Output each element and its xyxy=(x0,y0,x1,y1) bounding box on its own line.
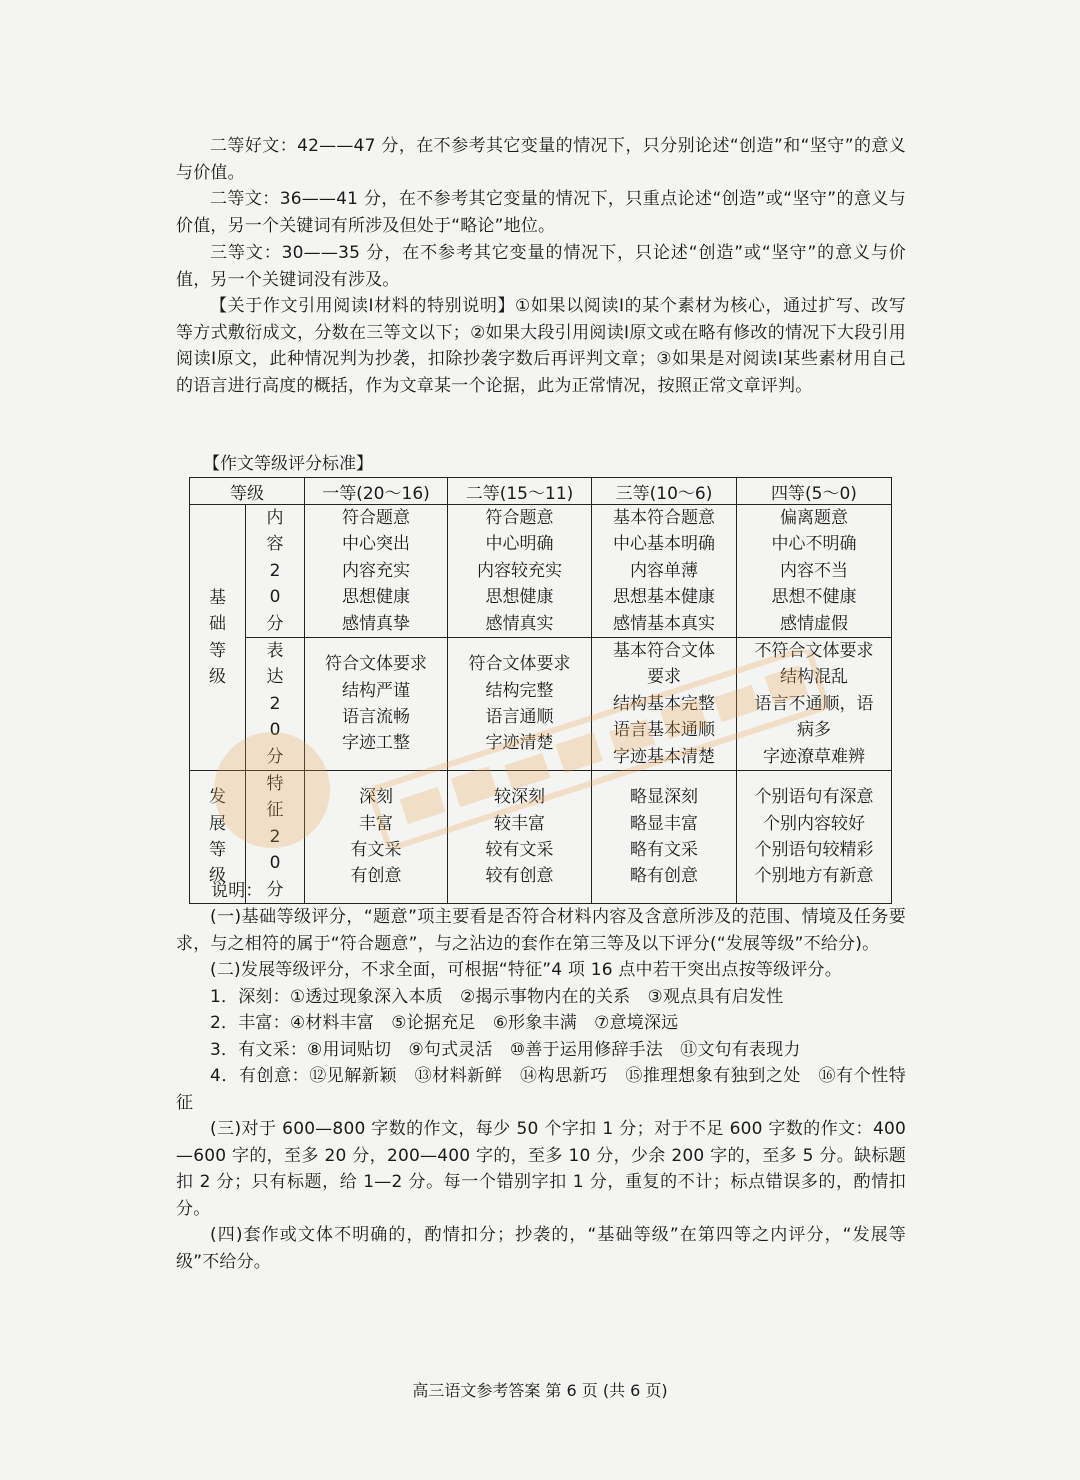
cell-line: 感情虚假 xyxy=(780,613,848,634)
content-row xyxy=(190,505,892,638)
content-label: 内容20分 xyxy=(266,508,284,634)
cell-line: 感情真挚 xyxy=(342,613,410,634)
cell-line: 结构严谨 xyxy=(342,680,410,701)
paragraph-second-good: 二等好文：42——47 分，在不参考其它变量的情况下，只分别论述“创造”和“坚守”的意义与价值。 xyxy=(176,136,906,183)
expression-cell-grade-4 xyxy=(737,638,892,771)
cell-line: 内容较充实 xyxy=(477,560,562,581)
cell-line: 结构完整 xyxy=(485,680,554,701)
cell-line: 偏离题意 xyxy=(780,508,848,528)
cell-line: 个别语句较精彩 xyxy=(754,840,874,861)
cell-line: 思想不健康 xyxy=(771,587,857,608)
cell-line: 字迹工整 xyxy=(342,733,410,754)
cell-line: 略有文采 xyxy=(630,840,698,861)
paragraph-third: 三等文：30——35 分，在不参考其它变量的情况下，只论述“创造”或“坚守”的意义与价值，另一个关键词没有涉及。 xyxy=(176,243,906,290)
cell-line: 思想基本健康 xyxy=(613,587,715,608)
cell-line: 基本符合题意 xyxy=(613,508,715,528)
cell-line: 符合文体要求 xyxy=(468,654,571,675)
cell-line: 语言通顺 xyxy=(485,707,554,728)
expression-label: 表达20分 xyxy=(266,641,284,767)
note-basic-level: (一)基础等级评分，“题意”项主要看是否符合材料内容及含意所涉及的范围、情境及任务要求，与之相符的属于“符合题意”，与之沾边的套作在第三等及以下评分(“发展等级”不给分)。 xyxy=(176,907,906,954)
paragraph-special-note: 【关于作文引用阅读Ⅰ材料的特别说明】①如果以阅读Ⅰ的某个素材为核心，通过扩写、改写等方式敷衍成文，分数在三等文以下；②如果大段引用阅读Ⅰ原文或在略有修改的情况下大段引用阅读Ⅰ原文，此种情况判为抄袭，扣除抄袭字数后再评判文章；③如果是对阅读Ⅰ某些素材用自己的语言进行高度的概括，作为文章某一个论据，此为正常情况，按照正常文章评判。 xyxy=(176,296,906,396)
cell-line: 个别内容较好 xyxy=(763,813,865,834)
cell-line: 语言基本通顺 xyxy=(613,720,715,741)
header-grade-1: 一等(20～16) xyxy=(305,478,448,505)
cell-line: 较深刻 xyxy=(494,787,545,808)
note-plagiarism: (四)套作或文体不明确的，酌情扣分；抄袭的，“基础等级”在第四等之内评分，“发展等级”不给分。 xyxy=(176,1225,906,1272)
cell-line: 有文采 xyxy=(350,840,402,861)
cell-line: 感情基本真实 xyxy=(613,613,715,634)
content-label-cell xyxy=(246,505,305,638)
cell-line: 语言不通顺，语 xyxy=(754,693,874,714)
cell-line: 符合题意 xyxy=(485,508,554,528)
basic-level-label: 基础等级 xyxy=(209,587,226,687)
notes-title: 说明： xyxy=(211,881,263,901)
page-footer: 高三语文参考答案 第 6 页 (共 6 页) xyxy=(412,1381,668,1400)
cell-line: 较丰富 xyxy=(494,813,545,834)
cell-line: 丰富 xyxy=(359,813,393,834)
cell-line: 内容单薄 xyxy=(630,560,698,581)
cell-line: 中心突出 xyxy=(342,534,410,555)
content-cell-grade-4 xyxy=(737,505,892,638)
cell-line: 深刻 xyxy=(359,787,393,808)
cell-line: 中心明确 xyxy=(485,534,554,555)
note-word-count: (三)对于 600—800 字数的作文，每少 50 个字扣 1 分；对于不足 600 字数的作文：400—600 字的，至多 20 分，200—400 字的，至多 10 分，少余 200 字的，至多 5 分。缺标题扣 2 分；只有标题，给 1—2 分。每一个错别字扣 1 分，重复的不计；标点错误多的，酌情扣分。 xyxy=(176,1119,906,1219)
expression-row xyxy=(190,638,892,771)
cell-line: 个别地方有新意 xyxy=(754,866,874,887)
cell-line: 中心不明确 xyxy=(771,534,857,555)
content-cell-grade-2 xyxy=(448,505,592,638)
basic-level-cell xyxy=(190,505,246,771)
cell-line: 较有创意 xyxy=(485,866,554,887)
header-grade-3: 三等(10～6) xyxy=(592,478,737,505)
cell-line: 语言流畅 xyxy=(342,707,410,728)
cell-line: 字迹清楚 xyxy=(485,733,554,754)
cell-line: 符合题意 xyxy=(342,508,410,528)
cell-line: 不符合文体要求 xyxy=(754,641,874,662)
table-title: 【作文等级评分标准】 xyxy=(203,454,373,474)
content-cell-grade-1 xyxy=(305,505,448,638)
cell-line: 较有文采 xyxy=(485,840,554,861)
cell-line: 个别语句有深意 xyxy=(754,787,874,808)
header-grade-2: 二等(15～11) xyxy=(448,478,592,505)
note-develop-level: (二)发展等级评分，不求全面，可根据“特征”4 项 16 点中若干突出点按等级评分。 xyxy=(210,960,842,980)
cell-line: 思想健康 xyxy=(342,587,410,608)
cell-line: 字迹潦草难辨 xyxy=(763,746,865,767)
note-item-rich: 2．丰富：④材料丰富 ⑤论据充足 ⑥形象丰满 ⑦意境深远 xyxy=(210,1013,679,1033)
content-cell-grade-3 xyxy=(592,505,737,638)
header-level: 等级 xyxy=(190,478,305,505)
expression-cell-grade-1 xyxy=(305,638,448,771)
table-header-row xyxy=(190,478,892,505)
cell-line: 内容不当 xyxy=(780,560,848,581)
expression-label-cell xyxy=(246,638,305,771)
develop-level-label: 发展等级 xyxy=(209,787,226,887)
header-grade-4: 四等(5～0) xyxy=(737,478,892,505)
cell-line: 结构混乱 xyxy=(780,667,848,688)
cell-line: 结构基本完整 xyxy=(613,693,715,714)
note-item-literary: 3．有文采：⑧用词贴切 ⑨句式灵活 ⑩善于运用修辞手法 ⑪文句有表现力 xyxy=(210,1040,801,1060)
cell-line: 感情真实 xyxy=(485,613,554,634)
cell-line: 略有创意 xyxy=(630,866,698,887)
feature-label: 特征20分 xyxy=(266,774,284,900)
cell-line: 思想健康 xyxy=(485,587,554,608)
cell-line: 符合文体要求 xyxy=(325,654,427,675)
cell-line: 要求 xyxy=(647,667,681,688)
cell-line: 略显深刻 xyxy=(630,787,698,808)
note-item-creative: 4．有创意：⑫见解新颖 ⑬材料新鲜 ⑭构思新巧 ⑮推理想象有独到之处 ⑯有个性特征 xyxy=(176,1066,906,1113)
cell-line: 基本符合文体 xyxy=(613,641,715,662)
cell-line: 中心基本明确 xyxy=(613,534,715,555)
paragraph-second: 二等文：36——41 分，在不参考其它变量的情况下，只重点论述“创造”或“坚守”的意义与价值，另一个关键词有所涉及但处于“略论”地位。 xyxy=(176,189,906,236)
cell-line: 病多 xyxy=(797,720,831,741)
cell-line: 略显丰富 xyxy=(630,813,698,834)
expression-cell-grade-2 xyxy=(448,638,592,771)
grading-table xyxy=(189,477,892,904)
cell-line: 字迹基本清楚 xyxy=(613,746,715,767)
note-item-deep: 1．深刻：①透过现象深入本质 ②揭示事物内在的关系 ③观点具有启发性 xyxy=(210,987,784,1007)
expression-cell-grade-3 xyxy=(592,638,737,771)
cell-line: 有创意 xyxy=(350,866,402,887)
cell-line: 内容充实 xyxy=(342,560,410,581)
